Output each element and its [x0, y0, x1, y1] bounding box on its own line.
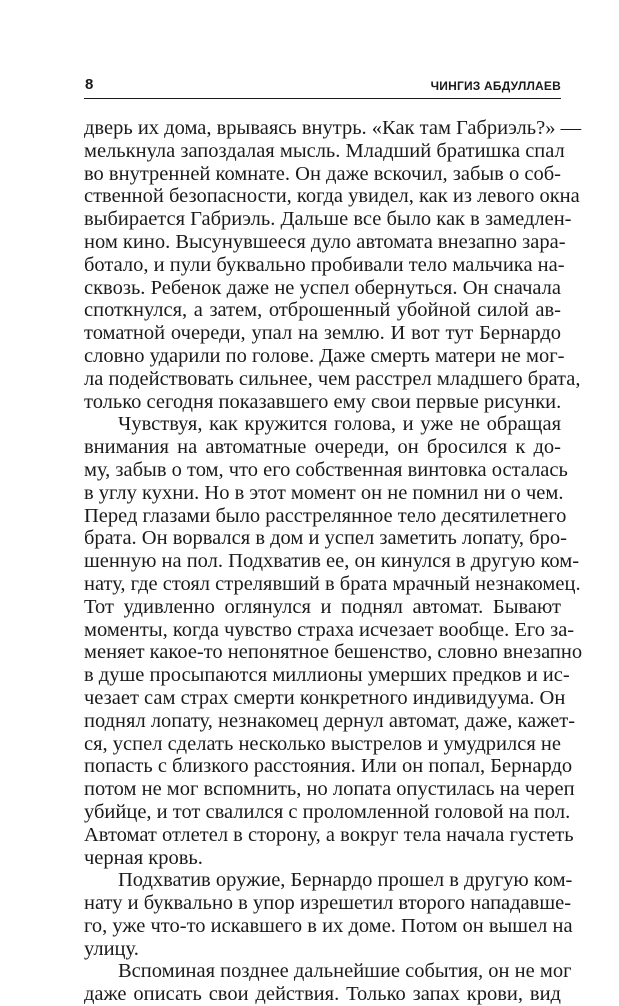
text-line: потом не мог вспомнить, но лопата опустилась на череп: [84, 778, 575, 801]
text-line: во внутренней комнате. Он даже вскочил, забыв о соб-: [84, 162, 561, 185]
text-line: попасть с близкого расстояния. Или он попал, Бернардо: [84, 755, 573, 778]
text-line: ботало, и пули буквально пробивали тело мальчика на-: [84, 253, 565, 276]
text-line: только сегодня показавшего ему свои первые рисунки.: [84, 390, 562, 413]
page-number: 8: [85, 76, 94, 93]
text-line: Подхватив оружие, Бернардо прошел в другую ком-: [118, 869, 573, 892]
running-head-author: ЧИНГИЗ АБДУЛЛАЕВ: [430, 79, 561, 93]
text-line: моменты, когда чувство страха исчезает вообще. Его за-: [84, 618, 575, 641]
text-line: Автомат отлетел в сторону, а вокруг тела начала густеть: [84, 823, 574, 846]
text-line: сквозь. Ребенок даже не успел обернуться. Он сначала: [84, 276, 561, 299]
text-line: внимания на автоматные очереди, он бросился к до-: [84, 436, 561, 459]
text-line: Вспоминая позднее дальнейшие события, он не мог: [118, 960, 572, 983]
text-line: чезает сам страх смерти конкретного индивидуума. Он: [84, 686, 566, 709]
text-line: ном кино. Высунувшееся дуло автомата внезапно зара-: [84, 230, 566, 253]
text-line: черная кровь.: [84, 846, 203, 869]
text-line: споткнулся, а затем, отброшенный убойной силой ав-: [84, 299, 561, 322]
paragraph: [84, 117, 582, 413]
text-line: дверь их дома, врываясь внутрь. «Как там Габриэль?» —: [84, 117, 582, 139]
text-line: нату, где стоял стрелявший в брата мрачный незнакомец.: [84, 572, 581, 595]
text-line: в углу кухни. Но в этот момент он не помнил ни о чем.: [84, 481, 564, 504]
text-line: Перед глазами было расстрелянное тело десятилетнего: [84, 504, 567, 527]
paragraph: [84, 413, 583, 869]
text-line: ла подействовать сильнее, чем расстрел младшего брата,: [84, 367, 581, 390]
text-line: Чувствуя, как кружится голова, и уже не обращая: [118, 413, 561, 436]
text-line: выбирается Габриэль. Дальше все было как в замедлен-: [84, 208, 572, 231]
text-line: даже описать свои действия. Только запах крови, вид: [84, 983, 561, 1006]
text-line: в душе просыпаются миллионы умерших предков и ис-: [84, 664, 570, 687]
text-line: поднял лопату, незнакомец дернул автомат, даже, кажет-: [84, 709, 576, 732]
text-line: ственной безопасности, когда увидел, как из левого окна: [84, 185, 580, 208]
text-line: томатной очереди, упал на землю. И вот тут Бернардо: [84, 322, 561, 345]
text-line: словно ударили по голове. Даже смерть матери не мог-: [84, 344, 565, 367]
text-line: го, уже что-то искавшего в их доме. Потом он вышел на: [84, 914, 573, 937]
text-line: улицу.: [84, 937, 139, 960]
text-line: брата. Он ворвался в дом и успел заметить лопату, бро-: [84, 527, 567, 550]
page-header: [84, 76, 561, 99]
text-line: Тот удивленно оглянулся и поднял автомат. Бывают: [84, 595, 561, 618]
text-line: меняет какое-то непонятное бешенство, словно внезапно: [84, 641, 583, 664]
text-line: ся, успел сделать несколько выстрелов и умудрился не: [84, 732, 561, 755]
paragraph: [84, 960, 572, 1006]
text-line: убийце, и тот свалился с проломленной головой на пол.: [84, 800, 571, 823]
text-line: нату и буквально в упор изрешетил второго нападавше-: [84, 892, 572, 915]
text-line: му, забыв о том, что его собственная винтовка осталась: [84, 458, 568, 481]
paragraph: [84, 869, 573, 960]
body-text: [84, 117, 583, 1006]
text-line: мелькнула запоздалая мысль. Младший братишка спал: [84, 139, 565, 162]
text-line: шенную на пол. Подхватив ее, он кинулся в другую ком-: [84, 550, 580, 573]
